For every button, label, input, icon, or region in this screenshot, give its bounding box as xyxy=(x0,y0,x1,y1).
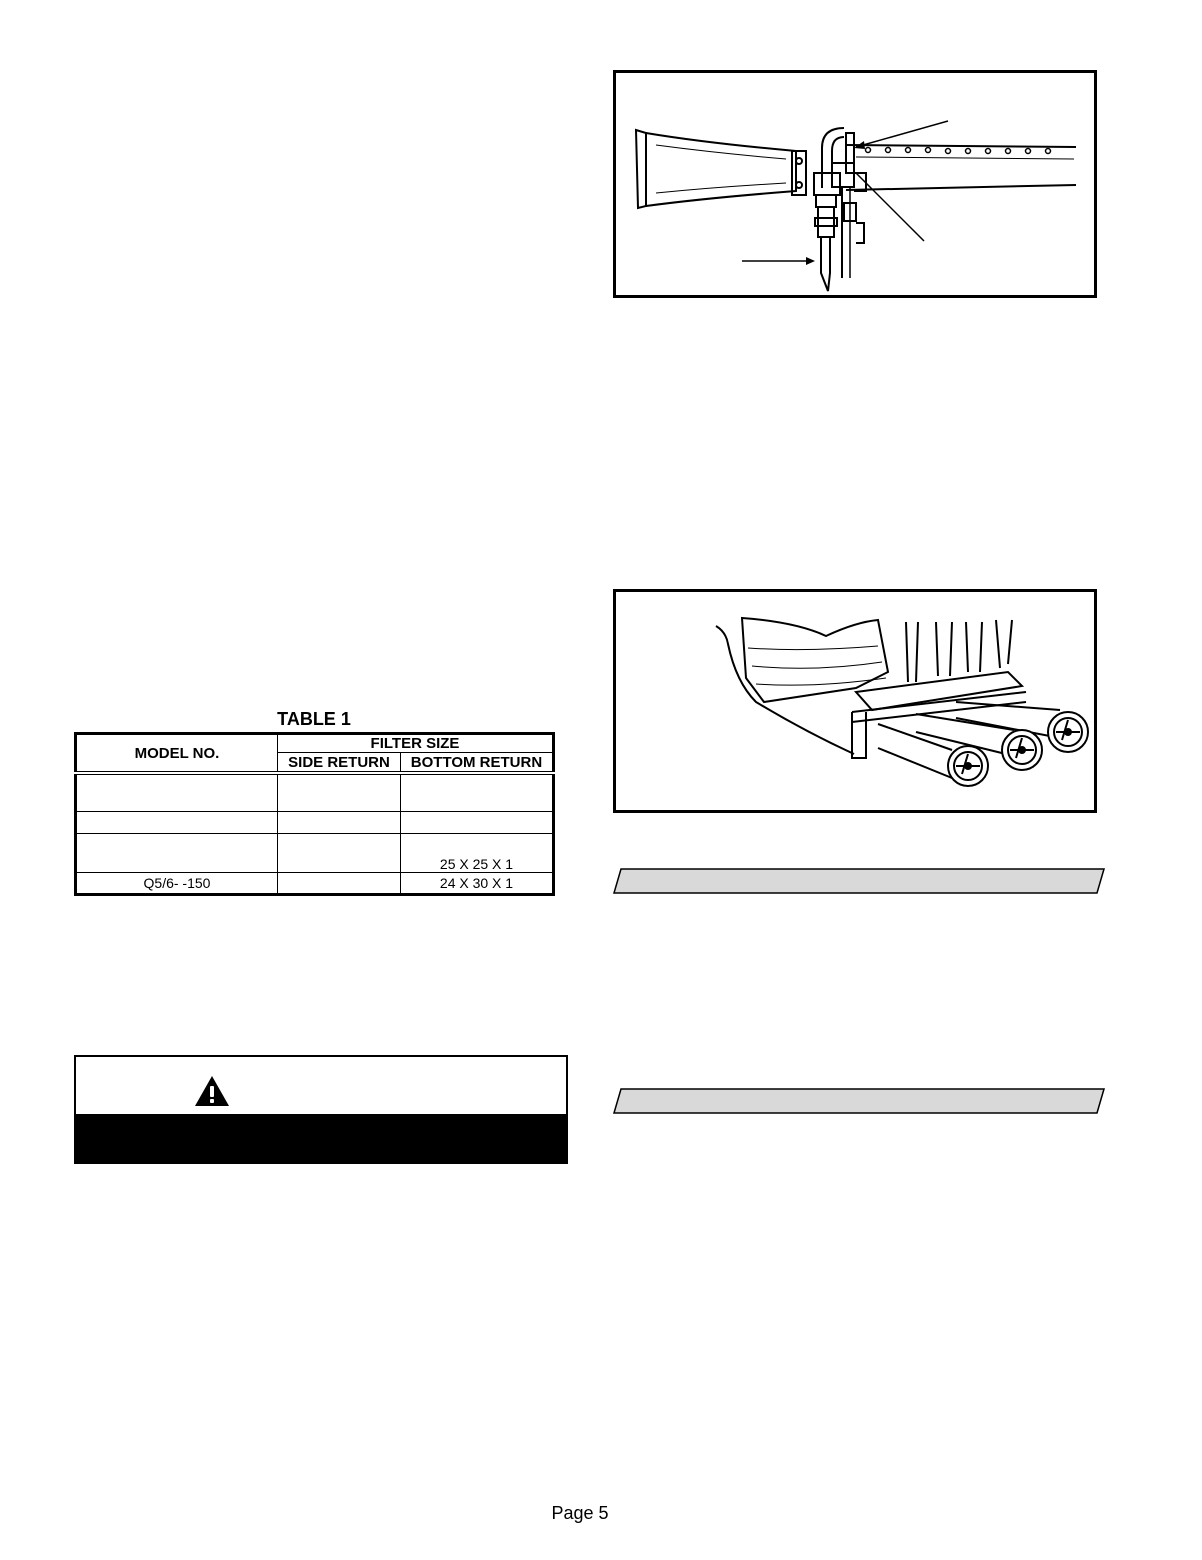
header-bottom-return: BOTTOM RETURN xyxy=(401,753,554,774)
heat-exchanger-burners-illustration xyxy=(616,592,1094,810)
table-row xyxy=(76,812,554,834)
warning-triangle-icon xyxy=(194,1075,230,1107)
section-header-bar xyxy=(613,1088,1105,1114)
cell-bottom xyxy=(401,812,554,834)
cell-side xyxy=(278,834,401,873)
cell-model xyxy=(76,773,278,812)
cell-side xyxy=(278,873,401,895)
cell-side xyxy=(278,773,401,812)
section-header-bar xyxy=(613,868,1105,894)
table-title: TABLE 1 xyxy=(277,709,351,729)
cell-model xyxy=(76,834,278,873)
warning-box xyxy=(74,1055,568,1164)
filter-size-table xyxy=(74,732,555,896)
table-row xyxy=(76,834,554,873)
cell-side xyxy=(278,812,401,834)
cell-bottom xyxy=(401,773,554,812)
warning-band xyxy=(76,1114,566,1162)
burner-orifice-illustration xyxy=(616,73,1094,295)
cell-bottom: 24 X 30 X 1 xyxy=(439,875,514,891)
cell-bottom: 25 X 25 X 1 xyxy=(401,834,554,873)
header-model-no: MODEL NO. xyxy=(76,734,278,774)
table-row xyxy=(76,873,554,895)
page-number: Page 5 xyxy=(551,1503,609,1523)
cell-model xyxy=(76,812,278,834)
burner-orifice-figure xyxy=(613,70,1097,298)
cell-model: Q5/6- -150 xyxy=(76,873,278,895)
heat-exchanger-burners-figure xyxy=(613,589,1097,813)
table-row xyxy=(76,773,554,812)
header-side-return: SIDE RETURN xyxy=(278,753,401,774)
header-filter-size: FILTER SIZE xyxy=(278,734,554,753)
